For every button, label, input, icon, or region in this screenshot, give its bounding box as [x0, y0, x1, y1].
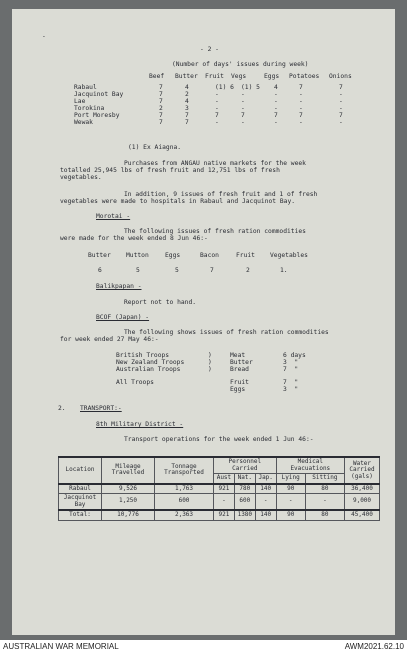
column-header: Fruit [205, 73, 224, 80]
bcof-brace: ) [208, 359, 212, 366]
cell-value: 2 [246, 267, 250, 274]
cell-value: 3 [185, 105, 189, 112]
cell-value: - [215, 91, 219, 98]
column-header: Mutton [126, 252, 149, 259]
cell-jap: 140 [255, 484, 276, 494]
bcof-item-name: Fruit [230, 379, 249, 386]
th-lying: Lying [276, 474, 305, 484]
bcof-troop: British Troops [116, 352, 170, 359]
cell-value: 7 [299, 84, 303, 91]
table-total-row [59, 510, 380, 520]
cell-location: Jacquinot Bay [59, 494, 102, 511]
th-nat: Nat. [234, 474, 255, 484]
column-header: Onions [329, 73, 352, 80]
cell-mileage: 10,776 [102, 510, 155, 520]
cell-value: - [299, 105, 303, 112]
cell-value: (1) 6 [215, 84, 234, 91]
th-jap: Jap. [255, 474, 276, 484]
cell-value: 2 [159, 105, 163, 112]
transport-intro: Transport operations for the week ended 1 Jun 46:- [124, 436, 314, 443]
cell-value: - [299, 91, 303, 98]
footer-left: AUSTRALIAN WAR MEMORIAL [3, 642, 119, 651]
bcof-brace: ) [208, 352, 212, 359]
bcof-item-qty: 6 days [283, 352, 306, 359]
para1-line1: Purchases from ANGAU native markets for the week [124, 160, 306, 167]
row-label: Lae [74, 98, 86, 105]
row-label: Wewak [74, 119, 93, 126]
cell-value: - [241, 119, 245, 126]
cell-value: 7 [185, 119, 189, 126]
bcof-text-2: for week ended 27 May 46:- [60, 336, 159, 343]
transport-district: 8th Military District - [96, 421, 184, 428]
column-header: Eggs [264, 73, 280, 80]
cell-value: - [299, 119, 303, 126]
cell-aust: 921 [214, 484, 235, 494]
page-mark: - [42, 33, 46, 40]
balikpapan-text: Report not to hand. [124, 299, 197, 306]
cell-value: - [339, 98, 343, 105]
th-location: Location [59, 457, 102, 484]
column-header: Beef [149, 73, 165, 80]
balikpapan-heading: Balikpapan - [96, 283, 142, 290]
cell-value: - [274, 105, 278, 112]
cell-value: 4 [185, 98, 189, 105]
bcof-item-name: Meat [230, 352, 246, 359]
cell-value: - [299, 98, 303, 105]
column-header: Fruit [236, 252, 255, 259]
para1-line3: vegetables. [60, 174, 102, 181]
cell-value: 6 [98, 267, 102, 274]
issues-footnote: (1) Ex Aiagna. [128, 144, 182, 151]
cell-value: 7 [339, 112, 343, 119]
th-mileage: Mileage Travelled [102, 457, 155, 484]
th-aust: Aust [214, 474, 235, 484]
cell-aust: - [214, 494, 235, 511]
th-water: Water Carried (gals) [345, 457, 380, 484]
cell-jap: 140 [255, 510, 276, 520]
cell-water: 36,400 [345, 484, 380, 494]
cell-value: 7 [210, 267, 214, 274]
cell-value: - [274, 98, 278, 105]
cell-value: - [339, 119, 343, 126]
cell-sitting: 80 [305, 484, 344, 494]
cell-total-label: Total: [59, 510, 102, 520]
bcof-troop: Australian Troops [116, 366, 181, 373]
column-header: Butter [175, 73, 198, 80]
document-page [12, 9, 395, 635]
th-personnel: Personnel Carried [214, 457, 277, 474]
cell-value: - [215, 119, 219, 126]
row-label: Rabaul [74, 84, 97, 91]
cell-value: 7 [215, 112, 219, 119]
bcof-item-name: Eggs [230, 386, 246, 393]
morotai-heading: Morotai - [96, 213, 131, 220]
para1-line2: totalled 25,945 lbs of fresh fruit and 12,751 lbs of fresh [60, 167, 280, 174]
para2-line2: vegetables were made to hospitals in Rabaul and Jacquinot Bay. [60, 198, 296, 205]
cell-value: 7 [274, 112, 278, 119]
cell-sitting: 80 [305, 510, 344, 520]
issues-subtitle: (Number of days' issues during week) [172, 61, 309, 68]
transport-heading: TRANSPORT:- [80, 405, 122, 412]
bcof-troop: All Troops [116, 379, 154, 386]
bcof-troop: New Zealand Troops [116, 359, 185, 366]
bcof-text-1: The following shows issues of fresh ration commodities [124, 329, 329, 336]
cell-value: 7 [339, 84, 343, 91]
cell-tonnage: 2,363 [155, 510, 214, 520]
cell-value: 7 [241, 112, 245, 119]
cell-lying: - [276, 494, 305, 511]
bcof-item-qty: 7 " [283, 366, 299, 373]
cell-tonnage: 600 [155, 494, 214, 511]
column-header: Butter [88, 252, 111, 259]
cell-nat: 1380 [234, 510, 255, 520]
bcof-item-qty: 3 " [283, 359, 299, 366]
column-header: Potatoes [289, 73, 320, 80]
cell-value: 2 [185, 91, 189, 98]
th-medical: Medical Evacuations [276, 457, 344, 474]
cell-sitting: - [305, 494, 344, 511]
column-header: Bacon [200, 252, 219, 259]
cell-nat: 600 [234, 494, 255, 511]
cell-value: 1. [280, 267, 288, 274]
cell-value: - [274, 91, 278, 98]
cell-value: - [215, 98, 219, 105]
bcof-item-name: Butter [230, 359, 253, 366]
cell-nat: 780 [234, 484, 255, 494]
th-tonnage: Tonnage Transported [155, 457, 214, 484]
cell-water: 45,400 [345, 510, 380, 520]
column-header: Eggs [165, 252, 181, 259]
footer-right: AWM2021.62.10 [344, 642, 404, 651]
cell-value: 5 [136, 267, 140, 274]
page-number: - 2 - [200, 46, 219, 53]
cell-mileage: 1,250 [102, 494, 155, 511]
bcof-item-qty: 7 " [283, 379, 299, 386]
cell-value: 4 [274, 84, 278, 91]
cell-value: - [339, 105, 343, 112]
cell-tonnage: 1,763 [155, 484, 214, 494]
cell-value: 7 [299, 112, 303, 119]
cell-jap: - [255, 494, 276, 511]
cell-value: (1) 5 [241, 84, 260, 91]
column-header: Vegs [231, 73, 247, 80]
cell-water: 9,000 [345, 494, 380, 511]
cell-location: Rabaul [59, 484, 102, 494]
cell-value: - [241, 98, 245, 105]
cell-value: - [339, 91, 343, 98]
transport-table [58, 456, 380, 521]
cell-value: - [274, 119, 278, 126]
cell-lying: 90 [276, 510, 305, 520]
cell-value: 5 [175, 267, 179, 274]
cell-aust: 921 [214, 510, 235, 520]
cell-lying: 90 [276, 484, 305, 494]
cell-value: 7 [185, 112, 189, 119]
table-row [59, 484, 380, 494]
cell-value: 4 [185, 84, 189, 91]
cell-value: 7 [159, 112, 163, 119]
para2-line1: In addition, 9 issues of fresh fruit and 1 of fresh [124, 191, 318, 198]
bcof-item-qty: 3 " [283, 386, 299, 393]
morotai-text-2: were made for the week ended 8 Jun 46:- [60, 235, 208, 242]
th-sitting: Sitting [305, 474, 344, 484]
cell-value: 7 [159, 98, 163, 105]
cell-mileage: 9,526 [102, 484, 155, 494]
cell-value: - [215, 105, 219, 112]
column-header: Vegetables [270, 252, 308, 259]
bcof-brace: ) [208, 366, 212, 373]
morotai-text-1: The following issues of fresh ration commodities [124, 228, 306, 235]
bcof-item-name: Bread [230, 366, 249, 373]
cell-value: 7 [159, 84, 163, 91]
row-label: Port Moresby [74, 112, 120, 119]
cell-value: 7 [159, 119, 163, 126]
cell-value: - [241, 105, 245, 112]
table-row [59, 494, 380, 511]
row-label: Torokina [74, 105, 105, 112]
transport-section-number: 2. [58, 405, 66, 412]
row-label: Jacquinot Bay [74, 91, 124, 98]
cell-value: - [241, 91, 245, 98]
cell-value: 7 [159, 91, 163, 98]
bcof-heading: BCOF (Japan) - [96, 314, 150, 321]
